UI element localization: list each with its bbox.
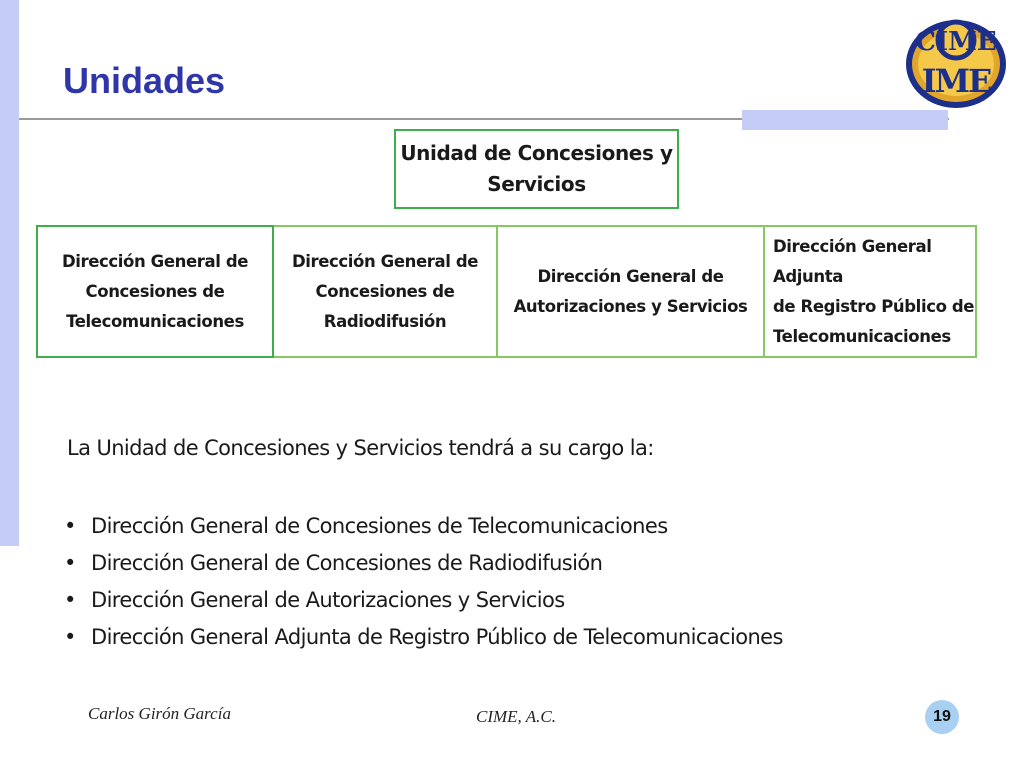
org-node-line: Unidad de Concesiones y xyxy=(400,141,673,165)
org-node-line: Dirección General de xyxy=(537,266,724,286)
list-item-text: Dirección General Adjunta de Registro Público de Telecomunicaciones xyxy=(91,625,783,649)
list-item-text: Dirección General de Autorizaciones y Servicios xyxy=(91,588,565,612)
list-item xyxy=(60,508,783,545)
accent-block xyxy=(742,110,948,130)
logo-letters: IME xyxy=(921,62,991,100)
org-node-dg-autorizaciones xyxy=(496,225,765,358)
list-item-text: Dirección General de Concesiones de Telecomunicaciones xyxy=(91,514,668,538)
bullet-icon: • xyxy=(64,625,76,649)
org-node-line: Dirección General de xyxy=(291,251,479,271)
bullet-icon: • xyxy=(64,588,76,612)
footer-author: Carlos Girón García xyxy=(88,704,231,723)
org-node-line: Dirección General de xyxy=(61,251,249,271)
bullet-icon: • xyxy=(64,514,76,538)
list-item xyxy=(60,545,783,582)
bullet-list xyxy=(60,508,783,656)
intro-text: La Unidad de Concesiones y Servicios tendrá a su cargo la: xyxy=(67,436,654,460)
org-node-line: Telecomunicaciones xyxy=(66,311,244,331)
logo-letter-c: CIME xyxy=(915,27,997,57)
org-node-dg-adjunta-registro xyxy=(763,225,977,358)
org-node-line: Radiodifusión xyxy=(323,311,447,331)
page-number-badge: 19 xyxy=(925,700,959,734)
org-node-line: Concesiones de xyxy=(85,281,225,301)
slide-title: Unidades xyxy=(63,60,226,101)
list-item xyxy=(60,619,783,656)
org-node-line: Concesiones de xyxy=(315,281,455,301)
org-node-line: Servicios xyxy=(487,172,586,196)
left-accent-bar xyxy=(0,0,19,546)
bullet-icon: • xyxy=(64,551,76,575)
org-node-dg-concesiones-telecom xyxy=(36,225,274,358)
org-node-top xyxy=(394,129,679,209)
org-node-line: Telecomunicaciones xyxy=(773,326,951,346)
list-item-text: Dirección General de Concesiones de Radiodifusión xyxy=(91,551,603,575)
footer-organization: CIME, A.C. xyxy=(476,707,556,726)
list-item xyxy=(60,582,783,619)
cime-logo-icon xyxy=(903,12,1009,110)
org-node-line: de Registro Público de xyxy=(773,296,975,316)
org-node-line: Autorizaciones y Servicios xyxy=(513,296,748,316)
org-node-line: Dirección General Adjunta xyxy=(773,236,932,286)
org-node-dg-concesiones-radiodifusion xyxy=(272,225,498,358)
